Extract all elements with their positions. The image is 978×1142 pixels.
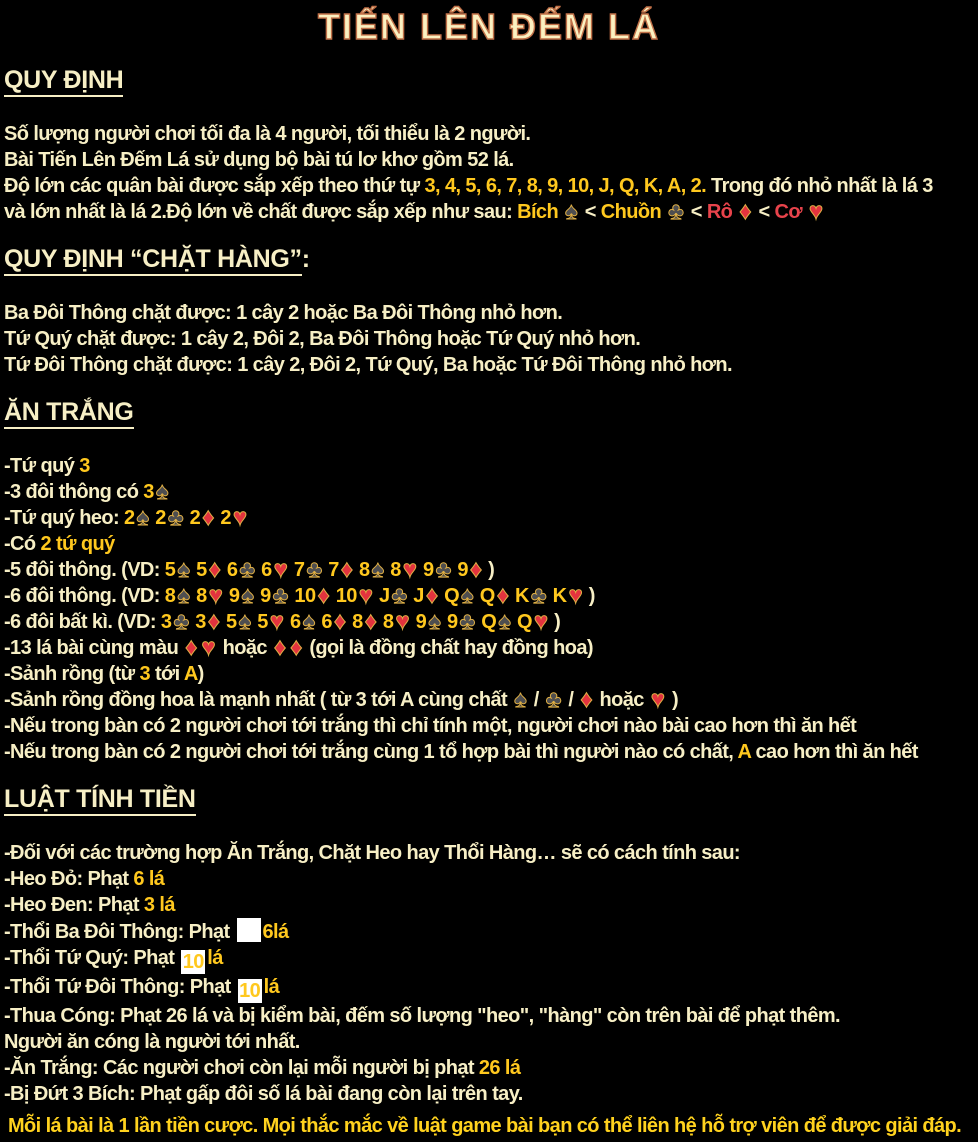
spade-icon: ♠ (498, 608, 511, 635)
text-segment: Cơ (774, 201, 807, 223)
rule-line (4, 739, 974, 765)
club-icon: ♣ (167, 504, 184, 531)
card-J-diamond (413, 582, 440, 609)
text-segment: -Bị Đứt 3 Bích: Phạt gấp đôi số lá bài đang còn lại trên tay. (4, 1083, 523, 1105)
text-segment: A (737, 741, 751, 763)
card-rank: Q (444, 585, 460, 607)
club-icon: ♣ (239, 556, 256, 583)
heart-icon: ♥ (402, 556, 418, 583)
text-segment: Ba Đôi Thông chặt được: 1 cây 2 hoặc Ba Đôi Thông nhỏ hơn. (4, 302, 563, 324)
card-rank: 10 (335, 585, 357, 607)
card-9-diamond (457, 556, 484, 583)
text-segment: Số lượng người chơi tối đa là 4 người, tối thiểu là 2 người. (4, 123, 531, 145)
card-rank: 8 (390, 559, 401, 581)
section-chat-hang (4, 245, 974, 378)
heart-icon: ♥ (201, 634, 216, 661)
rule-line (4, 866, 974, 892)
rule-line (4, 1081, 974, 1107)
card-5-spade (225, 608, 253, 635)
text-segment: lá (207, 947, 223, 969)
diamond-icon: ♦ (317, 582, 330, 609)
rule-line (4, 173, 974, 199)
card-rank: 3 (160, 611, 172, 633)
spade-icon: ♠ (155, 478, 169, 505)
diamond-icon: ♦ (364, 608, 377, 635)
card-rank: Q (516, 611, 532, 633)
card-rank: 8 (358, 559, 370, 581)
section-heading-quy-dinh (4, 66, 974, 95)
card-7-diamond (328, 556, 355, 583)
rule-line (4, 892, 974, 918)
card-8-heart (196, 582, 225, 609)
section-heading-chat-hang (4, 245, 974, 274)
rule-line (4, 609, 974, 635)
diamond-icon: ♦ (202, 504, 215, 531)
text-segment: -Nếu trong bàn có 2 người chơi tới trắng thì chỉ tính một, người chơi nào bài cao hơn thì ăn hết (4, 715, 857, 737)
card-2-spade (124, 504, 151, 531)
heart-icon: ♥ (533, 608, 549, 635)
card-rank: 9 (423, 559, 434, 581)
highlight-box: 10 (182, 951, 204, 973)
rule-line (4, 505, 974, 531)
heart-icon: ♥ (208, 582, 223, 609)
card-6-spade (290, 608, 317, 635)
card-6-club (226, 556, 257, 583)
text-segment: 6lá (262, 921, 289, 943)
card-rank: 9 (228, 585, 240, 607)
card-Q-diamond (479, 582, 511, 609)
text-segment: < (685, 201, 707, 223)
text-segment: -Thua Cóng: Phạt 26 lá và bị kiểm bài, đếm số lượng "heo", "hàng" còn trên bài để phạt thêm. (4, 1005, 840, 1027)
text-segment: lá (263, 976, 280, 998)
diamond-icon: ♦ (207, 608, 220, 635)
spade-icon: ♠ (565, 198, 578, 225)
card-rank: J (413, 585, 424, 607)
card-8-spade (164, 582, 192, 609)
club-icon: ♣ (668, 198, 684, 225)
card-rank: 8 (382, 611, 394, 633)
text-segment: -3 đôi thông có (4, 481, 144, 503)
card-rank: 5 (164, 559, 176, 581)
card-Q-spade (444, 582, 476, 609)
card-rank: 9 (457, 559, 468, 581)
card-9-club (446, 608, 477, 635)
rules-content (0, 66, 978, 1138)
text-segment: -Tứ quý (4, 455, 80, 477)
card-rank: Q (479, 585, 495, 607)
spade-icon: ♠ (241, 582, 255, 609)
highlight-box (237, 918, 261, 942)
card-7-club (293, 556, 324, 583)
text-segment: / (528, 689, 544, 711)
club-icon: ♣ (306, 556, 323, 583)
spade-icon: ♠ (461, 582, 474, 609)
diamond-icon: ♦ (425, 582, 439, 609)
text-segment: / (563, 689, 579, 711)
section-quy-dinh (4, 66, 974, 225)
text-segment: < (579, 201, 601, 223)
card-rank: 8 (352, 611, 363, 633)
text-segment: ) (588, 585, 595, 607)
card-2-diamond (189, 504, 217, 531)
card-rank: 9 (446, 611, 458, 633)
text-segment: -Sảnh rồng (từ (4, 663, 140, 685)
rule-line (4, 121, 974, 147)
text-segment: -5 đôi thông. (VD: (4, 559, 165, 581)
club-icon: ♣ (459, 608, 476, 635)
text-segment: -Ăn Trắng: Các người chơi còn lại mỗi người bị phạt (4, 1057, 479, 1079)
highlight-box: 10 (239, 980, 261, 1002)
section-heading-luat-tinh-tien (4, 785, 974, 814)
rule-line (4, 840, 974, 866)
text-segment: 3 (79, 455, 90, 477)
heart-icon: ♥ (269, 608, 285, 635)
text-segment: 26 lá (478, 1057, 521, 1079)
heart-icon: ♥ (568, 582, 583, 609)
section-luat-tinh-tien (4, 785, 974, 1107)
rule-line (4, 453, 974, 479)
card-Q-heart (516, 608, 550, 635)
club-icon: ♣ (272, 582, 289, 609)
page-header (0, 0, 978, 60)
text-segment: -Sảnh rồng đồng hoa là mạnh nhất ( từ 3 tới A cùng chất (4, 689, 513, 711)
card-3-diamond (195, 608, 222, 635)
heart-icon: ♥ (273, 556, 288, 583)
text-segment: < (753, 201, 775, 223)
rule-line (4, 352, 974, 378)
card-rank: 5 (257, 611, 268, 633)
diamond-icon: ♦ (273, 634, 287, 661)
text-segment: -Đối với các trường hợp Ăn Trắng, Chặt Heo hay Thổi Hàng… sẽ có cách tính sau: (4, 842, 740, 864)
text-segment: -Thổi Tứ Đôi Thông: Phạt (4, 976, 236, 998)
rule-line (4, 147, 974, 173)
card-rank: 8 (196, 585, 207, 607)
rules-sections (4, 66, 974, 1107)
card-rank: 2 (220, 507, 231, 529)
spade-icon: ♠ (238, 608, 252, 635)
card-8-spade (358, 556, 386, 583)
rule-line (4, 531, 974, 557)
rule-line (4, 974, 974, 1003)
club-icon: ♣ (173, 608, 190, 635)
rule-line (4, 300, 974, 326)
card-rank: 2 (155, 507, 166, 529)
rule-line (4, 557, 974, 583)
text-segment: -Heo Đen: Phạt (4, 894, 144, 916)
text-segment: Trong đó nhỏ nhất là lá 3 (706, 175, 933, 197)
spade-icon: ♠ (514, 686, 527, 713)
text-segment: -6 đôi bất kì. (VD: (4, 611, 161, 633)
text-segment: -Thổi Tứ Quý: Phạt (4, 947, 180, 969)
card-K-heart (552, 582, 585, 609)
club-icon: ♣ (545, 686, 562, 713)
diamond-icon: ♦ (208, 556, 221, 583)
spade-icon: ♠ (136, 504, 150, 531)
card-rank: 6 (261, 559, 272, 581)
text-segment: -Heo Đỏ: Phạt (4, 868, 134, 890)
diamond-icon: ♦ (580, 686, 593, 713)
card-5-diamond (196, 556, 223, 583)
text-segment: Tứ Đôi Thông chặt được: 1 cây 2, Đôi 2, Tứ Quý, Ba hoặc Tứ Đôi Thông nhỏ hơn. (4, 354, 732, 376)
text-segment: 6 lá (133, 868, 165, 890)
card-rank: 9 (415, 611, 427, 633)
section-heading-text: ĂN TRẮNG (4, 398, 134, 429)
text-segment: tới (150, 663, 184, 685)
spade-icon: ♠ (371, 556, 385, 583)
rule-line (4, 945, 974, 974)
section-heading-suffix: : (301, 245, 310, 273)
text-segment: Rô (706, 201, 738, 223)
card-9-spade (415, 608, 443, 635)
rule-line (4, 1029, 974, 1055)
rule-line (4, 713, 974, 739)
card-rank: 6 (290, 611, 301, 633)
spade-icon: ♠ (302, 608, 316, 635)
card-rank: 6 (226, 559, 238, 581)
rule-line (4, 918, 974, 945)
card-rank: K (552, 585, 567, 607)
text-segment: và lớn nhất là lá 2.Độ lớn về chất được sắp xếp như sau: (4, 201, 518, 223)
section-heading-text: QUY ĐỊNH (4, 66, 123, 97)
card-10-diamond (294, 582, 331, 609)
diamond-icon: ♦ (469, 556, 483, 583)
card-8-heart (390, 556, 419, 583)
footer-note: Mỗi lá bài là 1 lần tiền cược. Mọi thắc mắc về luật game bài bạn có thể liên hệ hỗ trợ viên để được giải đáp. (8, 1115, 962, 1137)
card-2-club (155, 504, 185, 531)
rule-line (4, 635, 974, 661)
rule-line (4, 661, 974, 687)
heart-icon: ♥ (358, 582, 374, 609)
text-segment: Chuồn (600, 201, 667, 223)
card-Q-spade (481, 608, 513, 635)
heart-icon: ♥ (395, 608, 410, 635)
text-segment: ) (667, 689, 679, 711)
diamond-icon: ♦ (290, 634, 303, 661)
text-segment: -Tứ quý heo: (4, 507, 125, 529)
rule-line (4, 1003, 974, 1029)
text-segment: Bích (517, 201, 564, 223)
text-segment: Bài Tiến Lên Đếm Lá sử dụng bộ bài tú lơ khơ gồm 52 lá. (4, 149, 514, 171)
club-icon: ♣ (530, 582, 547, 609)
rule-line (4, 687, 974, 713)
rule-line (4, 583, 974, 609)
rule-line (4, 326, 974, 352)
card-rank: 8 (164, 585, 176, 607)
diamond-icon: ♦ (340, 556, 353, 583)
card-rank: 9 (260, 585, 271, 607)
rule-line (4, 1055, 974, 1081)
club-icon: ♣ (391, 582, 408, 609)
card-9-club (260, 582, 290, 609)
card-6-heart (261, 556, 290, 583)
card-8-diamond (352, 608, 379, 635)
diamond-icon: ♦ (496, 582, 510, 609)
card-rank: 7 (293, 559, 305, 581)
spade-icon: ♠ (177, 582, 191, 609)
rule-line (4, 199, 974, 225)
card-rank: 3 (195, 611, 206, 633)
card-5-spade (164, 556, 192, 583)
heart-icon: ♥ (650, 686, 666, 713)
text-segment: ) (197, 663, 204, 685)
diamond-icon: ♦ (185, 634, 198, 661)
text-segment: -Có (4, 533, 41, 555)
text-segment: Người ăn cóng là người tới nhất. (4, 1031, 300, 1053)
card-rank: Q (481, 611, 497, 633)
card-rank: K (515, 585, 529, 607)
card-rank: 7 (328, 559, 339, 581)
text-segment: 2 tứ quý (40, 533, 115, 555)
card-3-club (160, 608, 191, 635)
section-heading-text: QUY ĐỊNH “CHẶT HÀNG” (4, 245, 302, 276)
card-5-heart (257, 608, 286, 635)
card-K-club (515, 582, 549, 609)
card-rank: 5 (225, 611, 237, 633)
heart-icon: ♥ (808, 198, 824, 225)
text-segment: 3, 4, 5, 6, 7, 8, 9, 10, J, Q, K, A, 2. (424, 175, 707, 197)
text-segment: -13 lá bài cùng màu (4, 637, 184, 659)
text-segment: ) (488, 559, 495, 581)
club-icon: ♣ (435, 556, 452, 583)
text-segment: -Thổi Ba Đôi Thông: Phạt (4, 921, 235, 943)
card-9-spade (228, 582, 256, 609)
card-rank: 2 (124, 507, 135, 529)
card-2-heart (220, 504, 249, 531)
section-heading-an-trang (4, 398, 974, 427)
rule-line (4, 479, 974, 505)
text-segment: -6 đôi thông. (VD: (4, 585, 165, 607)
card-10-heart (335, 582, 375, 609)
card-rank: J (379, 585, 390, 607)
card-J-club (379, 582, 409, 609)
diamond-icon: ♦ (333, 608, 347, 635)
text-segment: -Nếu trong bàn có 2 người chơi tới trắng cùng 1 tổ hợp bài thì người nào có chất, (4, 741, 738, 763)
card-rank: 5 (196, 559, 207, 581)
spade-icon: ♠ (428, 608, 441, 635)
spade-icon: ♠ (177, 556, 191, 583)
card-rank: 2 (189, 507, 201, 529)
section-an-trang (4, 398, 974, 765)
card-8-heart (382, 608, 412, 635)
card-rank: 10 (294, 585, 316, 607)
card-rank: 6 (321, 611, 332, 633)
card-6-diamond (321, 608, 348, 635)
page-title: TIẾN LÊN ĐẾM LÁ (318, 6, 660, 47)
text-segment: 3 (143, 481, 154, 503)
text-segment: Tứ Quý chặt được: 1 cây 2, Đôi 2, Ba Đôi Thông hoặc Tứ Quý nhỏ hơn. (4, 328, 641, 350)
diamond-icon: ♦ (739, 198, 752, 225)
text-segment: A (183, 663, 198, 685)
card-9-club (423, 556, 453, 583)
text-segment: ) (554, 611, 561, 633)
text-segment: hoặc (594, 689, 649, 711)
text-segment: (gọi là đồng chất hay đồng hoa) (304, 637, 593, 659)
section-heading-text: LUẬT TÍNH TIỀN (4, 785, 196, 816)
text-segment: cao hơn thì ăn hết (750, 741, 918, 763)
text-segment: 3 lá (143, 894, 175, 916)
heart-icon: ♥ (232, 504, 248, 531)
text-segment: 3 (139, 663, 150, 685)
text-segment: Độ lớn các quân bài được sắp xếp theo thứ tự (4, 175, 425, 197)
text-segment: hoặc (217, 637, 272, 659)
